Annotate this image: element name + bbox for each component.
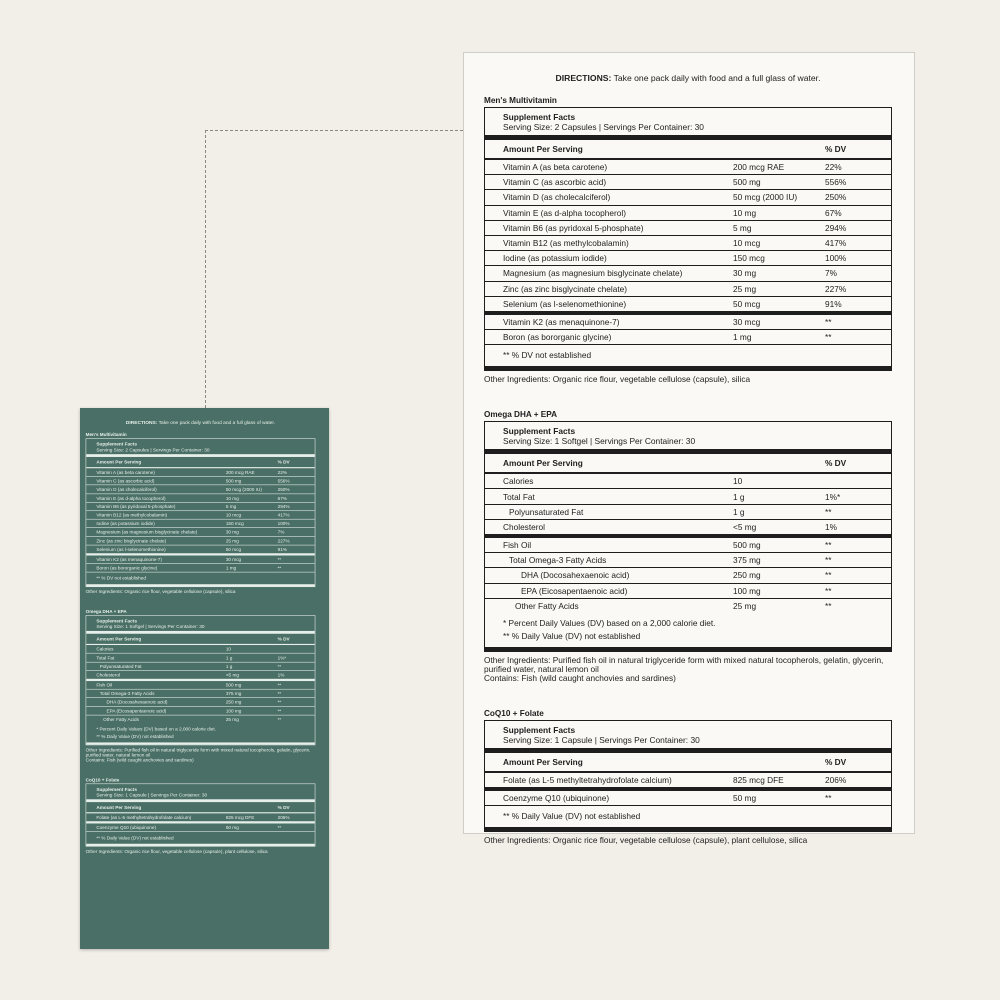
footnote: ** % DV not established <box>96 575 146 581</box>
nutrient-name: Boron (as bororganic glycine) <box>96 565 158 571</box>
amount-header: Amount Per Serving <box>96 804 142 810</box>
nutrient-row <box>485 773 891 791</box>
nutrient-row <box>86 537 315 546</box>
nutrient-name: Selenium (as l-selenomethionine) <box>503 298 627 309</box>
label-thumbnail[interactable] <box>80 408 329 949</box>
nutrient-dv: 1% <box>277 671 285 678</box>
nutrient-dv: 100% <box>825 253 847 264</box>
amount-header: Amount Per Serving <box>96 636 142 642</box>
leader-line-vertical <box>205 130 206 408</box>
nutrient-dv: 417% <box>825 238 847 249</box>
section-title: Men's Multivitamin <box>85 432 127 438</box>
directions-text: Take one pack daily with food and a full glass of water. <box>611 73 821 83</box>
nutrient-row <box>86 824 315 833</box>
nutrient-rows <box>86 468 315 555</box>
nutrient-dv: 100% <box>277 520 290 527</box>
nutrient-name: EPA (Eicosapentaenoic acid) <box>521 585 628 596</box>
nutrient-row <box>485 251 891 266</box>
section-omega <box>86 609 316 763</box>
nutrient-dv: 294% <box>825 222 847 233</box>
nutrient-dv: 7% <box>825 268 837 279</box>
nutrient-row <box>485 315 891 330</box>
nutrient-rows <box>485 773 891 806</box>
nutrient-dv: 227% <box>277 537 290 544</box>
nutrient-amount: 10 mg <box>225 495 239 501</box>
nutrient-amount: 500 mg <box>225 477 242 484</box>
nutrient-dv: 1% <box>825 521 837 532</box>
footnotes <box>86 832 315 844</box>
nutrient-amount: 25 mg <box>225 716 239 723</box>
facts-header <box>485 422 891 454</box>
serving-info: Serving Size: 2 Capsules | Servings Per Container: 30 <box>503 122 704 132</box>
nutrient-name: Vitamin D (as cholecalciferol) <box>96 486 157 493</box>
nutrient-dv: ** <box>277 824 282 831</box>
nutrient-name: Calories <box>503 476 534 487</box>
nutrient-dv: ** <box>825 555 832 566</box>
nutrient-dv: 22% <box>825 162 842 173</box>
nutrient-row <box>485 206 891 221</box>
nutrient-name: Vitamin E (as d-alpha tocopherol) <box>96 495 166 501</box>
nutrient-row <box>485 330 891 345</box>
facts-bottom-bar <box>485 827 891 831</box>
leader-line-horizontal <box>205 130 463 131</box>
column-header-row <box>485 454 891 474</box>
serving-info: Serving Size: 1 Capsule | Servings Per Container: 30 <box>503 734 700 745</box>
nutrient-row <box>485 266 891 281</box>
nutrient-amount: 250 mg <box>733 570 761 581</box>
column-header-row <box>86 634 315 645</box>
nutrient-amount: 1 g <box>225 654 233 661</box>
nutrient-amount: 500 mg <box>733 177 761 188</box>
facts-title: Supplement Facts <box>503 426 576 437</box>
nutrient-name: Vitamin B6 (as pyridoxal 5-phosphate) <box>503 222 644 233</box>
label-content <box>484 53 892 871</box>
nutrient-rows-secondary <box>485 315 891 345</box>
nutrient-amount: 50 mg <box>733 793 757 804</box>
nutrient-row <box>485 505 891 520</box>
nutrient-row <box>86 528 315 537</box>
directions-label: DIRECTIONS: <box>125 419 158 425</box>
nutrient-amount: 5 mg <box>225 503 237 510</box>
nutrient-name: EPA (Eicosapentaenoic acid) <box>106 707 167 714</box>
footnotes <box>86 573 315 585</box>
supplement-facts-box <box>484 720 892 832</box>
nutrient-name: Vitamin D (as cholecalciferol) <box>503 192 611 203</box>
nutrient-name: DHA (Docosahexaenoic acid) <box>106 699 168 705</box>
nutrient-amount: 25 mg <box>733 283 757 294</box>
nutrient-name: Magnesium (as magnesium bisglycinate chelate) <box>503 268 683 279</box>
nutrient-row <box>485 160 891 175</box>
serving-info: Serving Size: 1 Softgel | Servings Per Container: 30 <box>503 436 696 447</box>
nutrient-amount: <5 mg <box>733 521 757 532</box>
nutrient-name: Selenium (as l-selenomethionine) <box>96 546 166 553</box>
nutrient-row <box>485 489 891 504</box>
column-header-row <box>485 140 891 160</box>
facts-bottom-bar <box>86 584 315 586</box>
section-title: CoQ10 + Folate <box>484 708 544 718</box>
nutrient-row <box>485 221 891 236</box>
supplement-facts-box <box>484 421 892 652</box>
nutrient-amount: 250 mg <box>225 699 242 705</box>
nutrient-row <box>86 681 315 690</box>
other-ingredients: Other Ingredients: Purified fish oil in natural triglyceride form with mixed natural tocopherols, gelatin, glycerin, purified water, natural lemon oil <box>85 746 311 758</box>
nutrient-name: Polyunsaturated Fat <box>99 663 142 670</box>
nutrient-rows-secondary <box>86 555 315 572</box>
nutrient-name: Vitamin B12 (as methylcobalamin) <box>96 512 168 518</box>
nutrient-row <box>485 190 891 205</box>
directions-text: Take one pack daily with food and a full glass of water. <box>157 419 276 425</box>
contains-allergens: Contains: Fish (wild caught anchovies and sardines) <box>484 672 676 683</box>
nutrient-name: Other Fatty Acids <box>103 716 139 723</box>
nutrient-name: Vitamin K2 (as menaquinone-7) <box>96 556 162 563</box>
nutrient-amount: 1 g <box>733 506 745 517</box>
nutrient-name: Coenzyme Q10 (ubiquinone) <box>503 793 610 804</box>
nutrient-dv: ** <box>825 316 832 327</box>
nutrient-row <box>86 468 315 477</box>
nutrient-row <box>86 707 315 716</box>
nutrient-amount: 30 mcg <box>225 556 242 563</box>
nutrient-dv: ** <box>825 793 832 804</box>
footnote: ** % Daily Value (DV) not established <box>96 733 174 740</box>
nutrient-row <box>86 662 315 671</box>
nutrient-name: Folate (as L-5 methyltetrahydrofolate calcium) <box>503 775 672 786</box>
nutrient-name: Vitamin B12 (as methylcobalamin) <box>503 238 629 249</box>
nutrient-row <box>86 494 315 503</box>
nutrient-row <box>485 520 891 538</box>
nutrient-rows <box>485 160 891 315</box>
footnotes <box>86 723 315 742</box>
nutrient-amount: 50 mcg (2000 IU) <box>733 192 798 203</box>
nutrient-name: Boron (as bororganic glycine) <box>503 332 612 343</box>
facts-title: Supplement Facts <box>96 441 137 447</box>
facts-header <box>86 784 315 802</box>
footnote: * Percent Daily Values (DV) based on a 2,000 calorie diet. <box>503 617 716 628</box>
nutrient-name: Cholesterol <box>96 671 120 678</box>
nutrient-row <box>485 297 891 315</box>
facts-title: Supplement Facts <box>503 112 576 122</box>
nutrient-rows <box>485 474 891 538</box>
facts-header <box>485 108 891 140</box>
dv-header: % DV <box>277 804 290 810</box>
nutrient-amount: 50 mcg (2000 IU) <box>225 486 262 493</box>
section-title: Omega DHA + EPA <box>85 609 127 615</box>
supplement-facts-box <box>484 107 892 371</box>
nutrient-row <box>485 553 891 568</box>
nutrient-dv: ** <box>277 716 282 723</box>
nutrient-row <box>485 236 891 251</box>
nutrient-dv: 1%* <box>825 491 841 502</box>
footnote: ** % Daily Value (DV) not established <box>96 834 174 841</box>
nutrient-amount: 150 mcg <box>225 520 244 527</box>
nutrient-amount: 10 <box>733 476 743 487</box>
nutrient-dv: ** <box>825 332 832 343</box>
amount-header: Amount Per Serving <box>503 144 583 154</box>
nutrient-dv: ** <box>277 556 282 563</box>
nutrient-rows <box>86 813 315 832</box>
section-title: CoQ10 + Folate <box>85 777 120 783</box>
contains-allergens: Contains: Fish (wild caught anchovies and sardines) <box>85 757 194 763</box>
dv-header: % DV <box>277 636 290 642</box>
nutrient-name: Vitamin C (as ascorbic acid) <box>503 177 607 188</box>
section-title: Omega DHA + EPA <box>484 410 558 420</box>
nutrient-amount: 1 mg <box>733 332 752 343</box>
nutrient-amount: 30 mg <box>733 268 757 279</box>
nutrient-dv: 206% <box>277 814 290 821</box>
nutrient-amount: 10 mcg <box>225 512 242 518</box>
nutrient-rows <box>86 645 315 681</box>
nutrient-dv: 556% <box>825 177 847 188</box>
directions <box>86 419 316 425</box>
nutrient-amount: 1 mg <box>225 565 237 571</box>
nutrient-amount: 200 mcg RAE <box>733 162 785 173</box>
nutrient-amount: 825 mcg DFE <box>733 775 784 786</box>
supplement-facts-box <box>86 615 316 745</box>
facts-title: Supplement Facts <box>96 618 137 624</box>
nutrient-name: Iodine (as potassium iodide) <box>503 253 607 264</box>
nutrient-name: Vitamin B6 (as pyridoxal 5-phosphate) <box>96 503 176 510</box>
nutrient-amount: 30 mcg <box>733 316 761 327</box>
nutrient-name: Total Omega-3 Fatty Acids <box>99 690 155 697</box>
nutrient-dv: 294% <box>277 503 290 510</box>
nutrient-name: Magnesium (as magnesium bisglycinate chelate) <box>96 529 198 535</box>
nutrient-name: Cholesterol <box>503 521 545 532</box>
nutrient-name: Other Fatty Acids <box>515 600 579 611</box>
nutrient-dv: ** <box>277 565 282 571</box>
nutrient-row <box>86 645 315 654</box>
nutrient-dv: ** <box>277 707 282 714</box>
nutrient-name: Folate (as L-5 methyltetrahydrofolate calcium) <box>96 814 192 821</box>
nutrient-amount: 5 mg <box>733 222 752 233</box>
nutrient-row <box>86 690 315 699</box>
thumbnail-label-copy <box>86 419 316 854</box>
nutrient-row <box>485 599 891 613</box>
nutrient-row <box>86 511 315 520</box>
nutrient-dv: 1%* <box>277 654 287 661</box>
nutrient-dv: 91% <box>277 546 287 553</box>
column-header-row <box>86 457 315 468</box>
nutrient-dv: 250% <box>825 192 847 203</box>
nutrient-dv: 67% <box>277 495 287 501</box>
other-ingredients: Other Ingredients: Organic rice flour, vegetable cellulose (capsule), silica <box>85 588 236 595</box>
nutrient-row <box>86 520 315 529</box>
nutrient-amount: 100 mg <box>225 707 242 714</box>
nutrient-amount: 10 <box>225 646 232 652</box>
section-mens-multivitamin <box>86 432 316 594</box>
nutrient-row <box>86 477 315 486</box>
nutrient-amount: 1 g <box>225 663 233 670</box>
nutrient-name: DHA (Docosahexaenoic acid) <box>521 570 630 581</box>
nutrient-name: Coenzyme Q10 (ubiquinone) <box>96 824 157 831</box>
nutrient-name: Calories <box>96 646 114 652</box>
nutrient-amount: 50 mg <box>225 824 239 831</box>
nutrient-amount: 500 mg <box>733 540 761 551</box>
section-title: Men's Multivitamin <box>484 96 557 105</box>
nutrient-row <box>86 698 315 707</box>
nutrient-dv: 67% <box>825 207 842 218</box>
nutrient-amount: 10 mcg <box>733 238 761 249</box>
facts-title: Supplement Facts <box>503 724 576 735</box>
nutrient-name: Zinc (as zinc bisglycinate chelate) <box>96 537 167 544</box>
nutrient-amount: 30 mg <box>225 529 239 535</box>
nutrient-row <box>485 474 891 489</box>
nutrient-amount: 150 mcg <box>733 253 765 264</box>
nutrient-row <box>485 175 891 190</box>
nutrient-amount: 50 mcg <box>225 546 242 553</box>
section-mens-multivitamin <box>484 96 892 384</box>
dv-header: % DV <box>825 458 847 469</box>
nutrient-dv: ** <box>825 540 832 551</box>
nutrient-amount: 50 mcg <box>733 298 761 309</box>
serving-info: Serving Size: 2 Capsules | Servings Per Container: 30 <box>96 446 210 453</box>
nutrient-amount: 500 mg <box>225 682 242 688</box>
nutrient-amount: 10 mg <box>733 207 757 218</box>
nutrient-dv: 22% <box>277 469 287 476</box>
nutrient-dv: ** <box>277 663 282 670</box>
serving-info: Serving Size: 1 Capsule | Servings Per Container: 30 <box>96 791 208 798</box>
footnotes <box>485 806 891 827</box>
nutrient-name: Vitamin A (as beta carotene) <box>96 469 155 476</box>
nutrient-dv: ** <box>825 585 832 596</box>
nutrient-rows-secondary <box>485 538 891 613</box>
directions-label: DIRECTIONS: <box>555 73 612 83</box>
nutrient-amount: 375 mg <box>225 690 242 697</box>
amount-header: Amount Per Serving <box>96 459 142 465</box>
nutrient-row <box>485 584 891 599</box>
other-ingredients: Other Ingredients: Purified fish oil in natural triglyceride form with mixed natural tocopherols, gelatin, glycerin, purified water, natural lemon oil <box>484 654 884 674</box>
nutrient-row <box>86 671 315 681</box>
nutrient-dv: ** <box>825 600 832 611</box>
nutrient-row <box>86 715 315 723</box>
nutrient-dv: 206% <box>825 775 847 786</box>
nutrient-row <box>86 502 315 511</box>
nutrient-row <box>485 568 891 583</box>
nutrient-row <box>86 813 315 823</box>
supplement-facts-box <box>86 438 316 587</box>
facts-title: Supplement Facts <box>96 786 137 792</box>
nutrient-name: Vitamin E (as d-alpha tocopherol) <box>503 207 626 218</box>
facts-bottom-bar <box>485 366 891 370</box>
column-header-row <box>485 753 891 773</box>
nutrient-row <box>485 791 891 806</box>
section-omega <box>484 410 892 683</box>
nutrient-amount: 100 mg <box>733 585 761 596</box>
footnotes <box>485 345 891 366</box>
facts-header <box>86 616 315 634</box>
nutrient-row <box>86 545 315 555</box>
amount-header: Amount Per Serving <box>503 458 583 469</box>
footnote: * Percent Daily Values (DV) based on a 2,000 calorie diet. <box>96 726 216 732</box>
nutrient-name: Vitamin K2 (as menaquinone-7) <box>503 316 620 327</box>
dv-header: % DV <box>825 144 847 154</box>
nutrient-name: Vitamin A (as beta carotene) <box>503 162 608 173</box>
facts-header <box>485 721 891 753</box>
nutrient-amount: 1 g <box>733 491 745 502</box>
nutrient-amount: 825 mcg DFE <box>225 814 255 821</box>
nutrient-dv: ** <box>277 699 282 705</box>
nutrient-dv: 556% <box>277 477 290 484</box>
amount-header: Amount Per Serving <box>503 756 583 767</box>
nutrient-dv: ** <box>277 690 282 697</box>
nutrient-dv: 417% <box>277 512 290 518</box>
nutrient-amount: 200 mcg RAE <box>225 469 255 476</box>
nutrient-row <box>86 485 315 494</box>
nutrient-amount: 375 mg <box>733 555 761 566</box>
footnotes <box>485 613 891 647</box>
nutrient-name: Vitamin C (as ascorbic acid) <box>96 477 155 484</box>
nutrient-rows-secondary <box>86 681 315 723</box>
nutrient-amount: 25 mg <box>733 600 757 611</box>
dv-header: % DV <box>277 459 290 465</box>
other-ingredients: Other Ingredients: Organic rice flour, vegetable cellulose (capsule), silica <box>484 374 751 385</box>
facts-header <box>86 439 315 457</box>
other-ingredients: Other Ingredients: Organic rice flour, vegetable cellulose (capsule), plant cellulose, silica <box>484 835 808 846</box>
other-ingredients: Other Ingredients: Organic rice flour, vegetable cellulose (capsule), plant cellulose, silica <box>85 848 268 855</box>
nutrient-name: Total Fat <box>503 491 535 502</box>
nutrient-amount: <5 mg <box>225 671 239 678</box>
facts-bottom-bar <box>485 647 891 651</box>
nutrient-name: Total Omega-3 Fatty Acids <box>509 555 607 566</box>
thumbnail-content <box>80 408 320 869</box>
column-header-row <box>86 802 315 813</box>
nutrient-dv: 227% <box>825 283 847 294</box>
nutrient-name: Polyunsaturated Fat <box>509 506 584 517</box>
nutrient-amount: 25 mg <box>225 537 239 544</box>
nutrient-dv: ** <box>825 506 832 517</box>
nutrient-name: Fish Oil <box>503 540 532 551</box>
directions <box>484 73 892 83</box>
facts-bottom-bar <box>86 742 315 744</box>
serving-info: Serving Size: 1 Softgel | Servings Per Container: 30 <box>96 623 205 630</box>
nutrient-dv: ** <box>277 682 282 688</box>
supplement-label <box>463 52 915 846</box>
nutrient-row <box>86 555 315 564</box>
section-coq10-folate <box>484 709 892 845</box>
nutrient-name: Iodine (as potassium iodide) <box>96 520 155 527</box>
dv-header: % DV <box>825 756 847 767</box>
footnote: ** % Daily Value (DV) not established <box>503 811 641 822</box>
nutrient-row <box>86 654 315 663</box>
nutrient-name: Zinc (as zinc bisglycinate chelate) <box>503 283 628 294</box>
footnote: ** % DV not established <box>503 350 592 361</box>
nutrient-row <box>485 538 891 553</box>
nutrient-row <box>485 282 891 297</box>
nutrient-dv: ** <box>825 570 832 581</box>
facts-bottom-bar <box>86 844 315 846</box>
nutrient-name: Fish Oil <box>96 682 113 688</box>
footnote: ** % Daily Value (DV) not established <box>503 630 641 641</box>
nutrient-row <box>86 564 315 573</box>
nutrient-name: Total Fat <box>96 654 115 661</box>
section-coq10-folate <box>86 777 316 854</box>
supplement-facts-box <box>86 783 316 846</box>
nutrient-dv: 91% <box>825 298 842 309</box>
nutrient-dv: 250% <box>277 486 290 493</box>
nutrient-dv: 7% <box>277 529 285 535</box>
